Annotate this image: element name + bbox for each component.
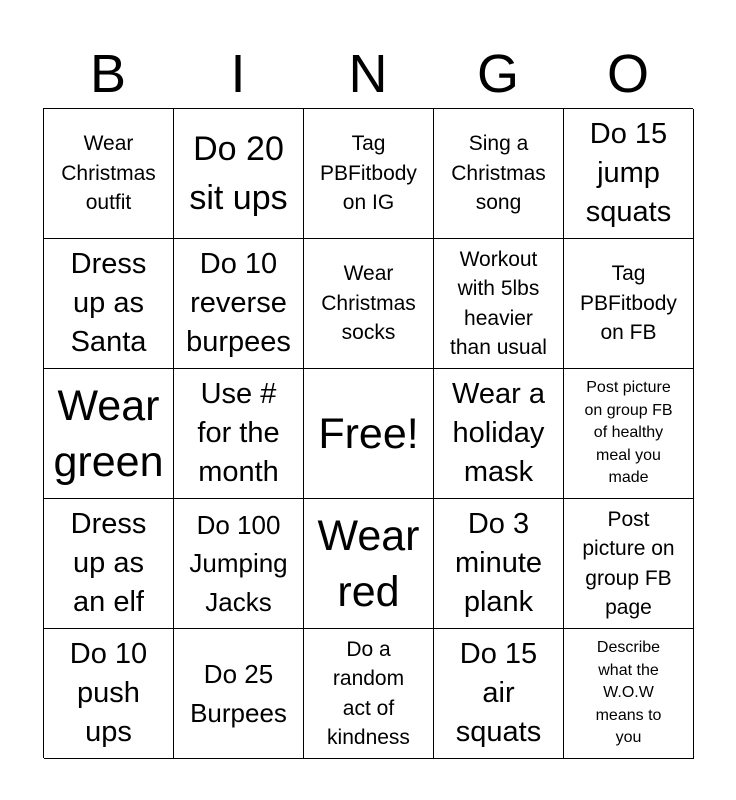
cell-text: Tag PBFitbody on FB (580, 262, 677, 345)
cell-text: Use # for the month (197, 378, 280, 488)
bingo-cell-r1-c4[interactable] (434, 109, 564, 239)
bingo-cell-r5-c5[interactable] (564, 629, 694, 759)
cell-text: Describe what the W.O.W means to you (595, 639, 662, 747)
cell-text: Do 100 Jumping Jacks (189, 509, 288, 617)
bingo-cell-r4-c4[interactable] (434, 499, 564, 629)
bingo-cell-r5-c1[interactable] (44, 629, 174, 759)
bingo-board (43, 108, 693, 758)
cell-text: Tag PBFitbody on IG (320, 132, 417, 215)
bingo-cell-r4-c3[interactable] (304, 499, 434, 629)
header-letter-b: B (89, 44, 127, 104)
bingo-cell-r1-c5[interactable] (564, 109, 694, 239)
bingo-cell-r2-c3[interactable] (304, 239, 434, 369)
bingo-cell-r3-c4[interactable] (434, 369, 564, 499)
cell-text: Wear a holiday mask (452, 378, 545, 488)
cell-text: Do 20 sit ups (189, 129, 288, 217)
bingo-cell-r4-c5[interactable] (564, 499, 694, 629)
cell-text: Do 15 air squats (455, 638, 542, 748)
bingo-cell-r4-c1[interactable] (44, 499, 174, 629)
bingo-cell-r2-c1[interactable] (44, 239, 174, 369)
bingo-cell-r3-c1[interactable] (44, 369, 174, 499)
bingo-cell-r5-c2[interactable] (174, 629, 304, 759)
header-letter-o: O (606, 44, 649, 104)
header-letter-i: I (230, 44, 246, 104)
cell-text: Do a random act of kindness (327, 637, 410, 749)
bingo-cell-r5-c4[interactable] (434, 629, 564, 759)
bingo-cell-r2-c4[interactable] (434, 239, 564, 369)
cell-text: Post picture on group FB of healthy meal you made (584, 379, 673, 487)
bingo-cell-r3-c5[interactable] (564, 369, 694, 499)
cell-text: Do 3 minute plank (454, 508, 543, 618)
cell-text: Workout with 5lbs heavier than usual (450, 247, 547, 359)
cell-text: Do 25 Burpees (190, 659, 287, 728)
free-space-text: Free! (318, 409, 419, 458)
bingo-header (43, 38, 693, 110)
bingo-cell-r2-c2[interactable] (174, 239, 304, 369)
bingo-cell-r1-c1[interactable] (44, 109, 174, 239)
bingo-cell-r1-c3[interactable] (304, 109, 434, 239)
cell-text: Post picture on group FB page (582, 507, 675, 619)
bingo-cell-r3-c2[interactable] (174, 369, 304, 499)
bingo-cell-r5-c3[interactable] (304, 629, 434, 759)
header-letter-g: G (476, 44, 519, 104)
cell-text: Wear red (317, 511, 420, 616)
bingo-cell-r1-c2[interactable] (174, 109, 304, 239)
bingo-cell-r2-c5[interactable] (564, 239, 694, 369)
cell-text: Wear Christmas socks (321, 262, 416, 345)
cell-text: Do 10 reverse burpees (186, 248, 291, 358)
cell-text: Wear Christmas outfit (61, 132, 156, 215)
cell-text: Do 15 jump squats (585, 118, 672, 228)
header-letter-n: N (348, 44, 388, 104)
cell-text: Sing a Christmas song (451, 132, 546, 215)
cell-text: Do 10 push ups (69, 638, 148, 748)
cell-text: Dress up as Santa (70, 248, 147, 358)
bingo-cell-free-space[interactable] (304, 369, 434, 499)
cell-text: Dress up as an elf (70, 508, 147, 618)
cell-text: Wear green (53, 381, 164, 486)
bingo-cell-r4-c2[interactable] (174, 499, 304, 629)
